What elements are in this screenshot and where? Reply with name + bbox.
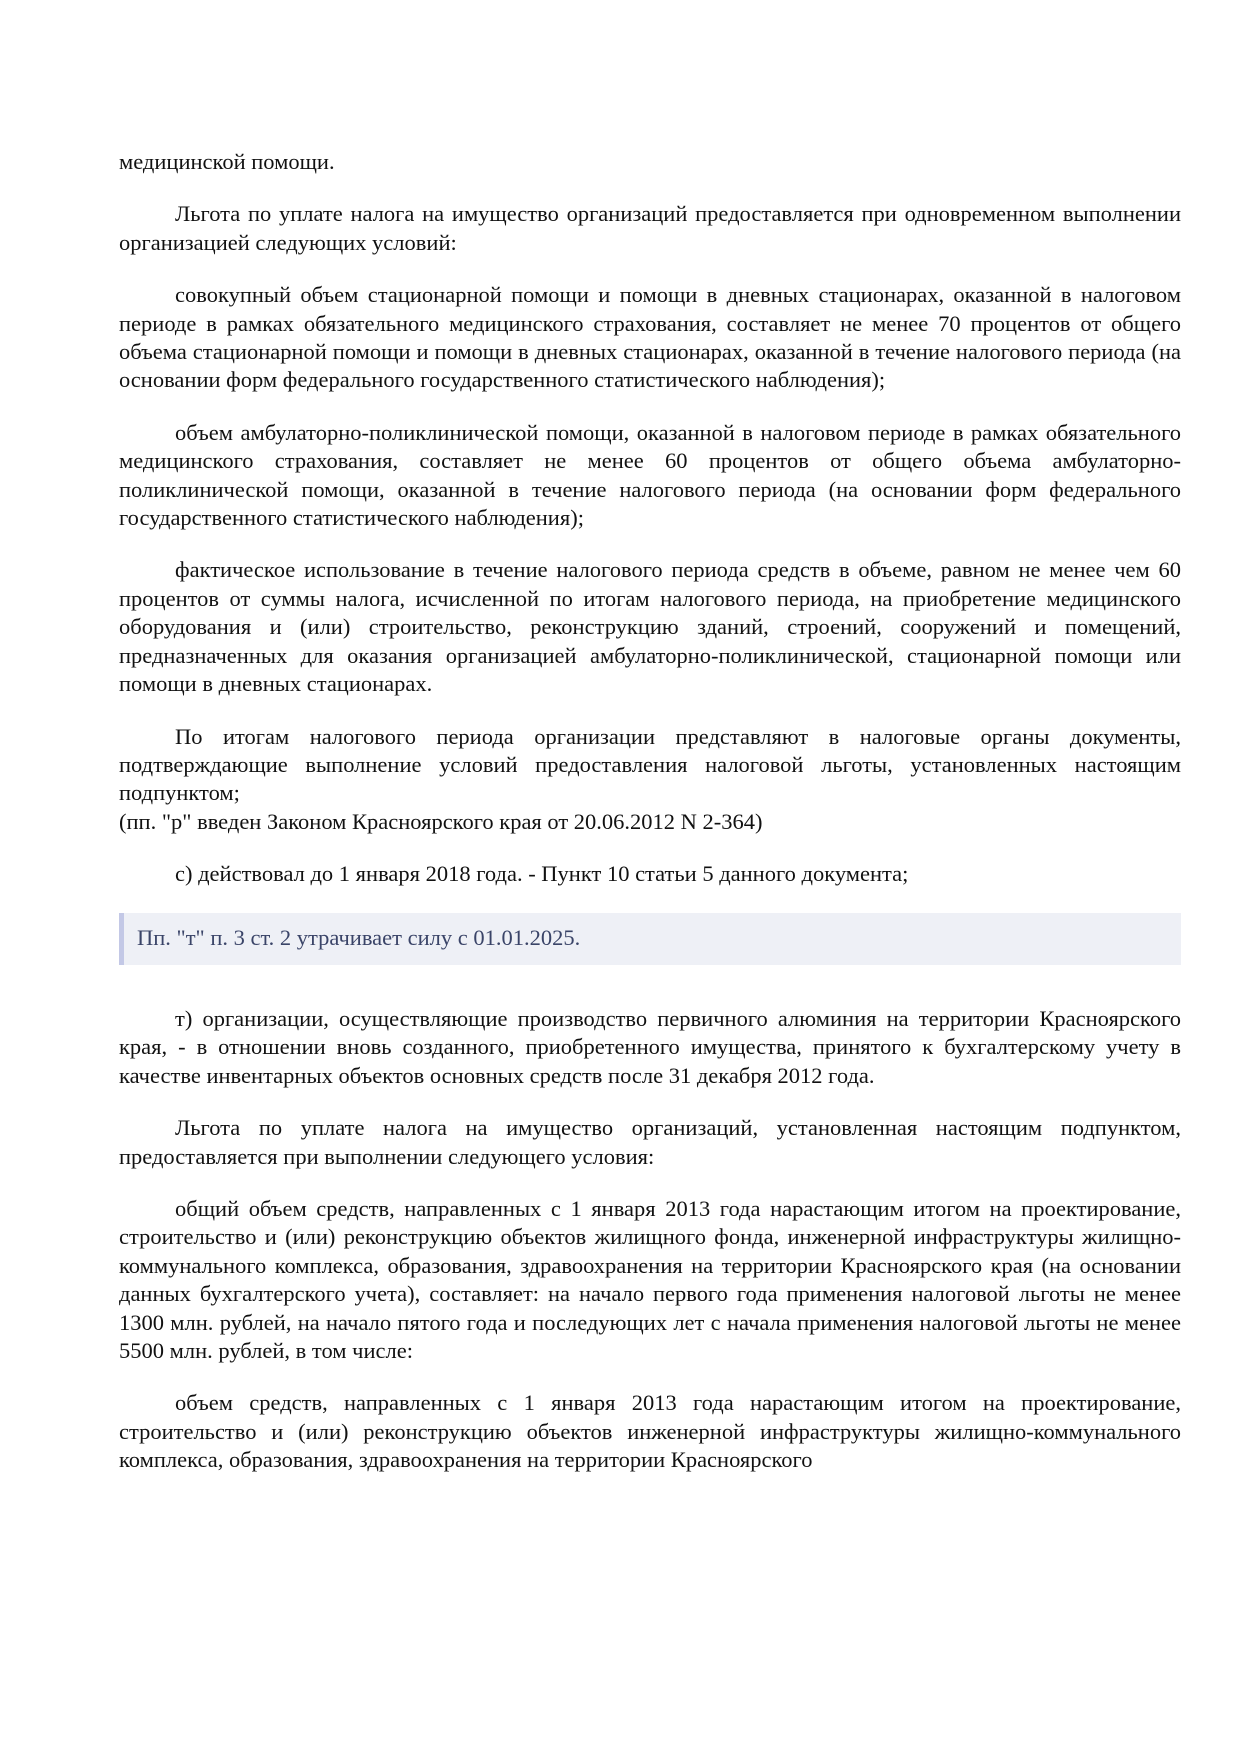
- paragraph-reporting: По итогам налогового периода организации представляют в налоговые органы документы, подтверждающие выполнение условий предоставления налоговой льготы, установленных настоящим подпунктом;: [119, 723, 1181, 806]
- paragraph-benefit-condition: Льгота по уплате налога на имущество организаций, установленная настоящим подпунктом, предоставляется при выполнении следующего условия:: [119, 1115, 1181, 1169]
- paragraph-funds-usage: фактическое использование в течение налогового периода средств в объеме, равном не менее чем 60 процентов от суммы налога, исчисленной по итогам налогового периода, на приобретение медицинского оборудования и (или) строительство, реконструкцию зданий, строений, сооружений и помещений, предназначенных для оказания организацией амбулаторно-поликлинической, стационарной помощи или помощи в дневных стационарах.: [119, 557, 1181, 697]
- expiry-notice-banner: Пп. "т" п. 3 ст. 2 утрачивает силу с 01.01.2025.: [119, 913, 1181, 965]
- paragraph-infrastructure-funds: объем средств, направленных с 1 января 2013 года нарастающим итогом на проектирование, строительство и (или) реконструкцию объектов инженерной инфраструктуры жилищно-коммунального комплекса, образования, здравоохранения на территории Красноярского: [119, 1390, 1181, 1473]
- paragraph-outpatient-volume: объем амбулаторно-поликлинической помощи, оказанной в налоговом периоде в рамках обязательного медицинского страхования, составляет не менее 60 процентов от общего объема амбулаторно-поликлинической помощи, оказанной в течение налогового периода (на основании форм федерального государственного статистического наблюдения);: [119, 419, 1181, 531]
- paragraph-total-funds: общий объем средств, направленных с 1 января 2013 года нарастающим итогом на проектирование, строительство и (или) реконструкцию объектов жилищного фонда, инженерной инфраструктуры жилищно-коммунального комплекса, образования, здравоохранения на территории Красноярского края (на основании данных бухгалтерского учета), составляет: на начало первого года применения налоговой льготы не менее 1300 млн. рублей, на начало пятого года и последующих лет с начала применения налоговой льготы не менее 5500 млн. рублей, в том числе:: [119, 1195, 1181, 1363]
- paragraph-item-s: с) действовал до 1 января 2018 года. - Пункт 10 статьи 5 данного документа;: [175, 861, 909, 887]
- paragraph-benefit-conditions: Льгота по уплате налога на имущество организаций предоставляется при одновременном выполнении организацией следующих условий:: [119, 201, 1181, 255]
- paragraph-inpatient-volume: совокупный объем стационарной помощи и помощи в дневных стационарах, оказанной в налоговом периоде в рамках обязательного медицинского страхования, составляет не менее 70 процентов от общего объема стационарной помощи и помощи в дневных стационарах, оказанной в течение налогового периода (на основании форм федерального государственного статистического наблюдения);: [119, 282, 1181, 393]
- paragraph-continuation: медицинской помощи.: [119, 149, 335, 174]
- amendment-note: (пп. "р" введен Законом Красноярского края от 20.06.2012 N 2-364): [119, 808, 763, 834]
- paragraph-item-t: т) организации, осуществляющие производство первичного алюминия на территории Красноярского края, - в отношении вновь созданного, приобретенного имущества, принятого к бухгалтерскому учету в качестве инвентарных объектов основных средств после 31 декабря 2012 года.: [119, 1005, 1181, 1088]
- document-page: [119, 148, 1181, 1499]
